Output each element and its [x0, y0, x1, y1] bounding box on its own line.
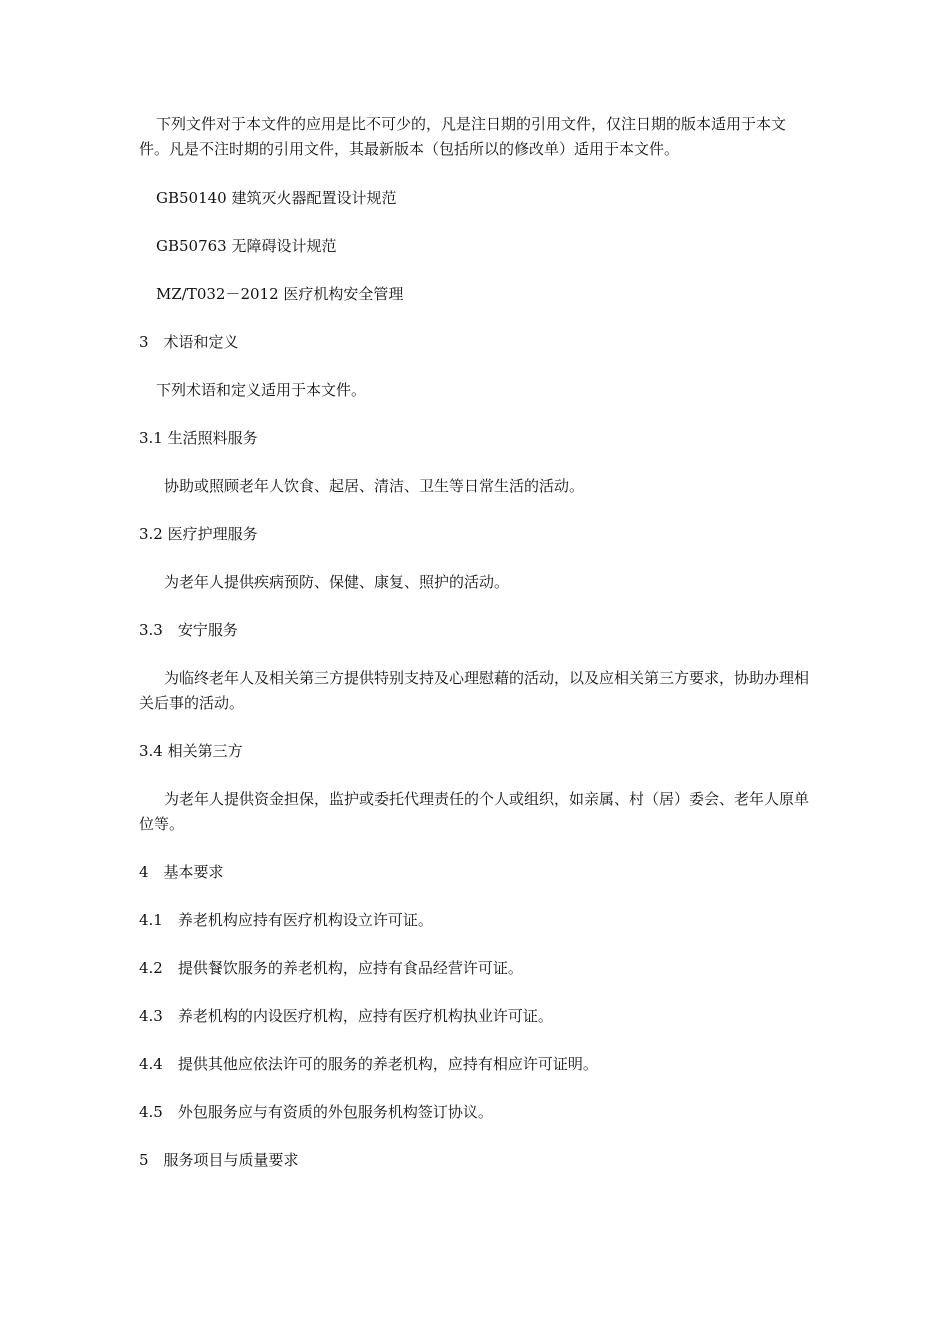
term-3-3-definition: 为临终老年人及相关第三方提供特别支持及心理慰藉的活动，以及应相关第三方要求，协助办理相关后事的活动。: [139, 669, 810, 712]
reference-gb50763: GB50763 无障碍设计规范: [156, 237, 337, 255]
term-3-4-heading: 3.4 相关第三方: [139, 742, 243, 760]
section-5-heading: 5 服务项目与质量要求: [139, 1151, 299, 1169]
section-3-intro: 下列术语和定义适用于本文件。: [156, 381, 367, 399]
reference-gb50140: GB50140 建筑灭火器配置设计规范: [156, 189, 397, 207]
term-3-4-definition: 为老年人提供资金担保，监护或委托代理责任的个人或组织，如亲属、村（居）委会、老年人原单位等。: [139, 790, 810, 833]
requirement-4-2: 4.2 提供餐饮服务的养老机构，应持有食品经营许可证。: [139, 959, 523, 977]
term-3-1-definition: 协助或照顾老年人饮食、起居、清洁、卫生等日常生活的活动。: [164, 477, 585, 495]
section-4-heading: 4 基本要求: [139, 863, 224, 881]
term-3-1-heading: 3.1 生活照料服务: [139, 429, 258, 447]
requirement-4-1: 4.1 养老机构应持有医疗机构设立许可证。: [139, 911, 433, 929]
requirement-4-3: 4.3 养老机构的内设医疗机构，应持有医疗机构执业许可证。: [139, 1007, 553, 1025]
intro-paragraph: 下列文件对于本文件的应用是比不可少的，凡是注日期的引用文件，仅注日期的版本适用于本文件。凡是不注时期的引用文件，其最新版本（包括所以的修改单）适用于本文件。: [139, 115, 787, 158]
document-body: [139, 112, 811, 1173]
section-3-heading: 3 术语和定义: [139, 333, 239, 351]
requirement-4-5: 4.5 外包服务应与有资质的外包服务机构签订协议。: [139, 1103, 493, 1121]
reference-mz-t032: MZ/T032－2012 医疗机构安全管理: [156, 285, 404, 303]
term-3-3-heading: 3.3 安宁服务: [139, 621, 238, 639]
requirement-4-4: 4.4 提供其他应依法许可的服务的养老机构，应持有相应许可证明。: [139, 1055, 598, 1073]
term-3-2-heading: 3.2 医疗护理服务: [139, 525, 258, 543]
term-3-2-definition: 为老年人提供疾病预防、保健、康复、照护的活动。: [164, 573, 510, 591]
